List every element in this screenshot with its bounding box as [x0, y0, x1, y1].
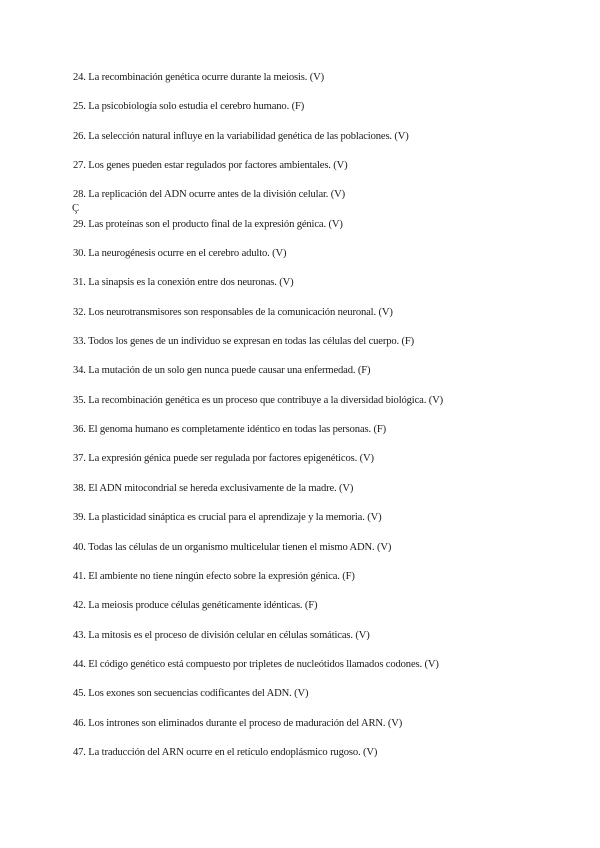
list-item: 27. Los genes pueden estar regulados por factores ambientales. (V)	[73, 160, 348, 172]
list-item: 41. El ambiente no tiene ningún efecto sobre la expresión génica. (F)	[73, 570, 355, 582]
list-item: 39. La plasticidad sináptica es crucial para el aprendizaje y la memoria. (V)	[73, 512, 382, 524]
list-item: 31. La sinapsis es la conexión entre dos neuronas. (V)	[73, 277, 294, 289]
list-item: 28. La replicación del ADN ocurre antes de la división celular. (V)	[73, 189, 346, 201]
list-item: 46. Los intrones son eliminados durante el proceso de maduración del ARN. (V)	[73, 717, 403, 729]
list-item: 38. El ADN mitocondrial se hereda exclusivamente de la madre. (V)	[73, 482, 354, 494]
list-item: 45. Los exones son secuencias codificantes del ADN. (V)	[73, 688, 309, 700]
list-item: 44. El código genético está compuesto por tripletes de nucleótidos llamados codones. (V)	[73, 658, 439, 670]
list-item: 29. Las proteínas son el producto final de la expresión génica. (V)	[73, 218, 343, 230]
list-item: 26. La selección natural influye en la variabilidad genética de las poblaciones. (V)	[73, 130, 409, 142]
list-item: 42. La meiosis produce células genéticamente idénticas. (F)	[73, 600, 318, 612]
list-item: 30. La neurogénesis ocurre en el cerebro adulto. (V)	[73, 248, 287, 260]
list-item: 35. La recombinación genética es un proceso que contribuye a la diversidad biológica. (V)	[73, 394, 443, 406]
list-item: 37. La expresión génica puede ser regulada por factores epigenéticos. (V)	[73, 453, 374, 465]
statement-list	[73, 71, 573, 775]
list-item: 34. La mutación de un solo gen nunca puede causar una enfermedad. (F)	[73, 365, 371, 377]
list-item: 32. Los neurotransmisores son responsables de la comunicación neuronal. (V)	[73, 306, 393, 318]
list-item: 47. La traducción del ARN ocurre en el retículo endoplásmico rugoso. (V)	[73, 746, 378, 758]
stray-character: Ç	[72, 203, 80, 214]
list-item: 40. Todas las células de un organismo multicelular tienen el mismo ADN. (V)	[73, 541, 392, 553]
list-item: 43. La mitosis es el proceso de división celular en células somáticas. (V)	[73, 629, 370, 641]
list-item: 24. La recombinación genética ocurre durante la meiosis. (V)	[73, 72, 325, 83]
list-item: 25. La psicobiología solo estudia el cerebro humano. (F)	[73, 101, 305, 113]
list-item: 33. Todos los genes de un individuo se expresan en todas las células del cuerpo. (F)	[73, 336, 414, 348]
list-item: 36. El genoma humano es completamente idéntico en todas las personas. (F)	[73, 424, 386, 436]
